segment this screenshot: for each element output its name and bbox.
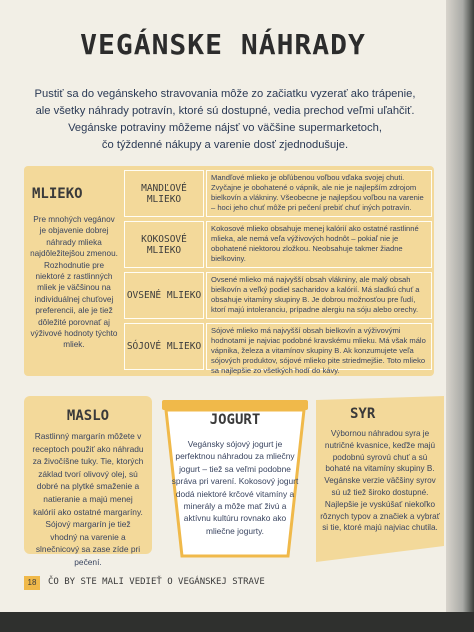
milk-title: MLIEKO	[32, 186, 83, 202]
footer-text: ČO BY STE MALI VEDIEŤ O VEGÁNSKEJ STRAVE	[48, 577, 265, 587]
cheese-text: Výbornou náhradou syra je nutričné kvasnice, keďže majú podobnú syrovú chuť a sú bohaté na vitamíny skupiny B. Vegánske verzie väčšiny syrov sú už tiež široko dostupné. Najlepšie je vyskúšať niekoľko rôznych typov a značiek a vybrať si tie, ktoré majú najviac chutila.	[320, 429, 440, 533]
milk-row-soy	[124, 323, 430, 375]
page-number: 18	[24, 576, 40, 590]
row-text: Mandľové mlieko je obľúbenou voľbou vďaka svojej chuti. Zvyčajne je obohatené o vápnik, ale nie je najlepším zdrojom bielkovín a vlákniny. Všeobecne je najlepšou voľbou na varenie – hoci jeho chuť môže pri pečení prebiť chuť iných potravín.	[206, 170, 432, 217]
intro-line: čo týždenné nákupy a varenie dosť zjednodušuje.	[101, 139, 349, 151]
intro-line: Pustiť sa do vegánskeho stravovania môže zo začiatku vyzerať ako trápenie,	[34, 88, 416, 100]
butter-text: Rastlinný margarín môžete v receptoch použiť ako náhradu za živočíšne tuky. Tie, ktorých základ tvorí olivový olej, sú dobré na plytké smaženie a natieranie a majú menej kalórií ako ostatné margaríny. Sójový margarín je tiež vhodný na varenie a slnečnicový sa zase zíde pri pečení.	[32, 431, 144, 567]
row-label: KOKOSOVÉ MLIEKO	[124, 221, 204, 268]
butter-title: MASLO	[66, 408, 110, 424]
row-label: SÓJOVÉ MLIEKO	[124, 323, 204, 370]
background-surface	[0, 612, 474, 632]
row-text: Ovsené mlieko má najvyšší obsah vlákniny, ale malý obsah bielkovín a veľký podiel sacharidov a kalórií. Má sladkú chuť a obsahuje vitamíny skupiny B. Je dobrou možnosťou pre ľudí, ktorí majú intoleranciu, prípadne alergiu na sóju alebo orechy.	[206, 272, 432, 319]
milk-row-almond	[124, 170, 430, 217]
page-title: VEGÁNSKE NÁHRADY	[80, 28, 366, 61]
row-text: Sójové mlieko má najvyšší obsah bielkovín a výživovými hodnotami je najviac podobné kravskému mlieku. Má však málo vápnika, železa a vitamínov skupiny B. Ak konzumujete veľa sójových produktov, sójové mlieko pite striedmejšie. Toto mlieko sa najlepšie zo všetkých hodí do kávy.	[206, 323, 432, 370]
butter-box	[24, 396, 152, 567]
yogurt-title: JOGURT	[209, 412, 261, 428]
page-footer	[24, 576, 444, 592]
milk-panel	[24, 166, 434, 376]
row-text: Kokosové mlieko obsahuje menej kalórií ako ostatné rastlinné mlieka, ale nemá veľa výživových hodnôt – pokiaľ nie je obohatené niektorou zložkou. Neobsahuje takmer žiadne bielkoviny.	[206, 221, 432, 268]
book-page-edge	[446, 0, 474, 632]
milk-intro-text: Pre mnohých vegánov je objavenie dobrej náhrady mlieka najdôležitejšou zmenou. Rozhodnutie pre niektoré z rastlinných mliek je väčšinou na individuálnej chuťovej preferencii, ale je tiež dôležité porovnať aj výživové hodnoty týchto mliek.	[30, 215, 118, 350]
milk-row-coconut	[124, 221, 430, 268]
intro-line: Vegánske potraviny môžeme nájsť vo väčšine supermarketoch,	[68, 122, 382, 134]
row-label: MANDĽOVÉ MLIEKO	[124, 170, 204, 217]
intro-paragraph	[30, 86, 420, 154]
yogurt-text: Vegánsky sójový jogurt je perfektnou náhradou za mliečny jogurt – tiež sa veľmi podobne správa pri varení. Kokosový jogurt dodá niektoré krčové vitamíny a minerály a môže mať živú a aktívnu kultúru rovnako ako mliečne jogurty.	[171, 439, 299, 536]
milk-intro-box	[24, 166, 122, 376]
milk-row-oat	[124, 272, 430, 319]
row-label: OVSENÉ MLIEKO	[124, 272, 204, 319]
intro-line: ale všetky náhrady potravín, ktoré sú dostupné, vedia prechod veľmi uľahčiť.	[35, 105, 415, 117]
cheese-box	[316, 396, 446, 566]
cheese-title: SYR	[350, 406, 376, 422]
yogurt-cup	[160, 398, 310, 560]
